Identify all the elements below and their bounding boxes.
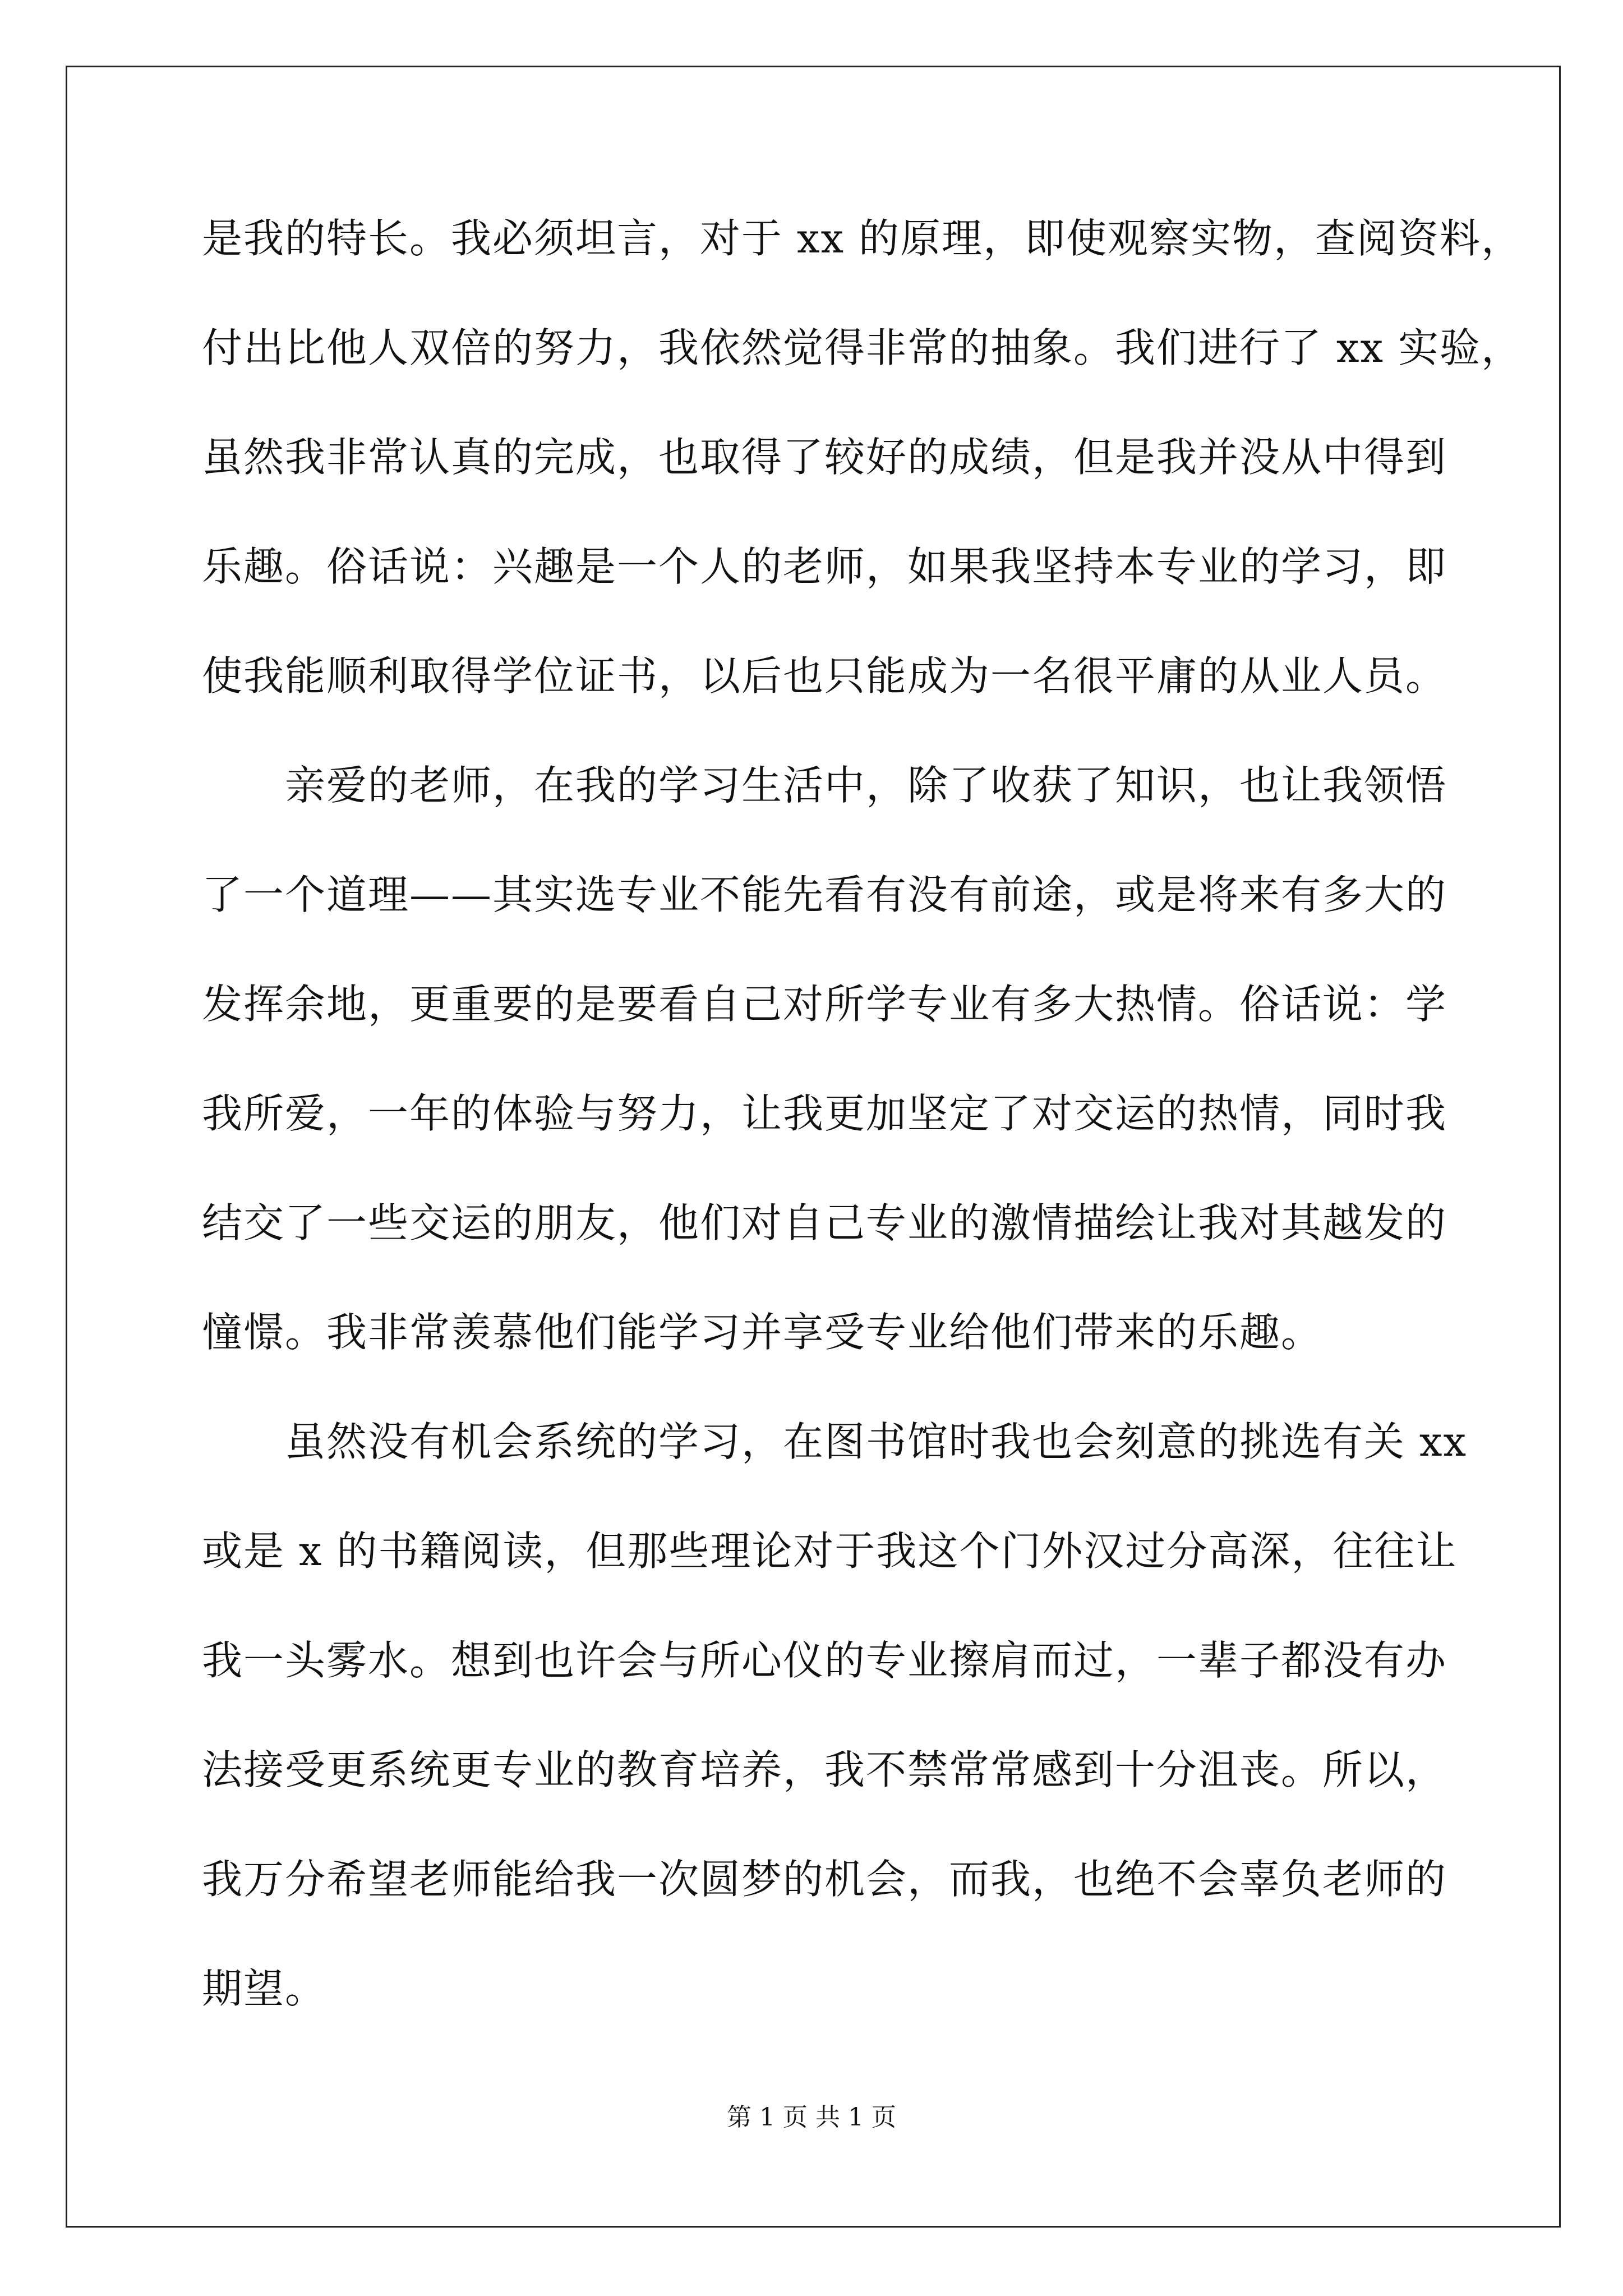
text-line: 法接受更系统更专业的教育培养，我不禁常常感到十分沮丧。所以， xyxy=(202,1746,1447,1793)
text-line: 付出比他人双倍的努力，我依然觉得非常的抽象。我们进行了 xx 实验， xyxy=(202,324,1523,371)
text-line: 憧憬。我非常羡慕他们能学习并享受专业给他们带来的乐趣。 xyxy=(202,1309,1323,1356)
text-line: 我一头雾水。想到也许会与所心仪的专业擦肩而过，一辈子都没有办 xyxy=(202,1637,1447,1684)
text-line: 我万分希望老师能给我一次圆梦的机会，而我，也绝不会辜负老师的 xyxy=(202,1856,1447,1903)
text-line: 使我能顺利取得学位证书，以后也只能成为一名很平庸的从业人员。 xyxy=(202,652,1447,700)
text-line: 是我的特长。我必须坦言，对于 xx 的原理，即使观察实物，查阅资料， xyxy=(202,215,1523,262)
paragraph-first-line: 亲爱的老师，在我的学习生活中，除了收获了知识，也让我领悟 xyxy=(285,762,1447,809)
paragraph-first-line: 虽然没有机会系统的学习，在图书馆时我也会刻意的挑选有关 xx xyxy=(285,1418,1468,1465)
text-line: 结交了一些交运的朋友，他们对自己专业的激情描绘让我对其越发的 xyxy=(202,1199,1447,1246)
text-line: 我所爱，一年的体验与努力，让我更加坚定了对交运的热情，同时我 xyxy=(202,1090,1447,1137)
text-line: 期望。 xyxy=(202,1965,327,2012)
text-line: 虽然我非常认真的完成，也取得了较好的成绩，但是我并没从中得到 xyxy=(202,434,1447,481)
text-line: 乐趣。俗话说：兴趣是一个人的老师，如果我坚持本专业的学习，即 xyxy=(202,543,1447,590)
text-line: 或是 x 的书籍阅读，但那些理论对于我这个门外汉过分高深，往往让 xyxy=(202,1527,1458,1575)
text-line: 了一个道理——其实选专业不能先看有没有前途，或是将来有多大的 xyxy=(202,871,1447,918)
page-number-footer: 第 1 页 共 1 页 xyxy=(727,2103,896,2132)
text-line: 发挥余地，更重要的是要看自己对所学专业有多大热情。俗话说：学 xyxy=(202,981,1447,1028)
